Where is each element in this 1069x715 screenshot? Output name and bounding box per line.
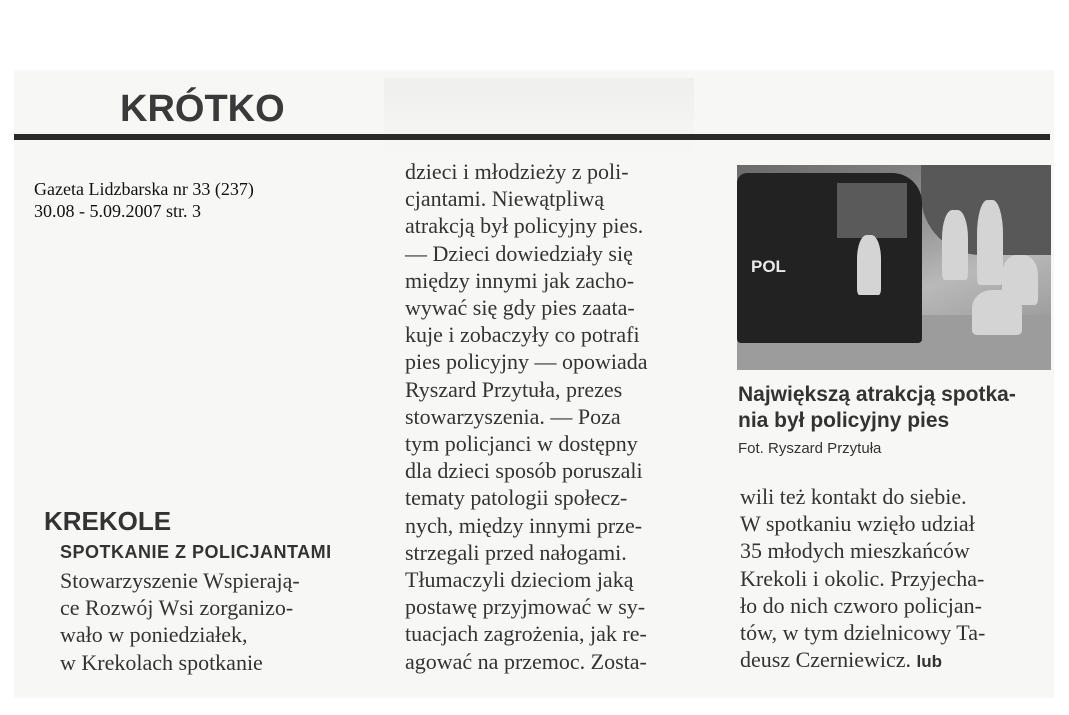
article-column-1 <box>60 567 370 676</box>
photo-credit: Fot. Ryszard Przytuła <box>738 440 882 457</box>
text-line: 35 młodych mieszkańców <box>740 538 970 564</box>
text-line: stowarzyszenia. — Poza <box>405 403 621 429</box>
text-line: agować na przemoc. Zosta- <box>405 648 647 674</box>
section-rule <box>14 134 1050 140</box>
text-line: między innymi jak zacho- <box>405 267 635 293</box>
text-line: Tłumaczyli dzieciom jaką <box>405 567 634 593</box>
text-line: Krekoli i okolic. Przyjecha- <box>740 565 985 591</box>
photo-person <box>972 290 1022 335</box>
text-line: pies policyjny — opowiada <box>405 349 648 375</box>
text-line: wili też kontakt do siebie. <box>740 484 967 509</box>
bleed-through-shadow <box>384 78 694 158</box>
text-line: cjantami. Niewątpliwą <box>405 186 605 212</box>
text-line: ce Rozwój Wsi zorganizo- <box>60 595 294 621</box>
text-line: w Krekolach spotkanie <box>60 649 263 675</box>
photo-person <box>977 200 1003 285</box>
text-line: wało w poniedziałek, <box>60 622 248 648</box>
article-column-3 <box>740 483 1040 675</box>
text-line: nych, między innymi prze- <box>405 512 643 538</box>
article-place: KREKOLE <box>44 506 172 536</box>
text-line: W spotkaniu wzięło udział <box>740 511 975 537</box>
car-lettering: POL <box>751 257 786 276</box>
text-line: ło do nich czworo policjan- <box>740 592 982 618</box>
photo-person <box>942 210 968 280</box>
author-signature: lub <box>916 652 943 672</box>
text-line: Ryszard Przytuła, prezes <box>405 376 623 402</box>
article-column-2 <box>405 158 705 675</box>
police-dog-photo <box>737 165 1051 370</box>
photo-caption <box>738 382 1048 434</box>
text-line: dla dzieci sposób poruszali <box>405 458 643 484</box>
text-line: strzegali przed nałogami. <box>405 539 627 565</box>
source-line: 30.08 - 5.09.2007 str. 3 <box>34 201 202 221</box>
source-line: Gazeta Lidzbarska nr 33 (237) <box>34 179 254 199</box>
text-line: atrakcją był policyjny pies. <box>405 213 644 239</box>
section-title: KRÓTKO <box>120 88 285 130</box>
text-line: tuacjach zagrożenia, jak re- <box>405 621 647 647</box>
text-line: tym policjanci w dostępny <box>405 431 638 457</box>
car-window <box>837 183 907 238</box>
text-line: tów, w tym dzielnicowy Ta- <box>740 620 986 646</box>
caption-line: Największą atrakcją spotka- <box>738 383 1016 406</box>
text-line: tematy patologii społecz- <box>405 485 628 511</box>
text-line: postawę przyjmować w sy- <box>405 594 646 620</box>
text-line <box>740 646 1040 675</box>
text-line: dzieci i młodzieży z poli- <box>405 159 629 184</box>
photo-person <box>857 235 881 295</box>
text-line: Stowarzyszenie Wspierają- <box>60 568 300 593</box>
text-line: wywać się gdy pies zaata- <box>405 295 635 321</box>
caption-line: nia był policyjny pies <box>738 409 950 432</box>
source-note <box>34 178 364 222</box>
last-line-text: deusz Czerniewicz. <box>740 647 912 673</box>
text-line: — Dzieci dowiedziały się <box>405 240 633 266</box>
article-headline: SPOTKANIE Z POLICJANTAMI <box>60 542 332 562</box>
text-line: kuje i zobaczyły co potrafi <box>405 322 640 348</box>
